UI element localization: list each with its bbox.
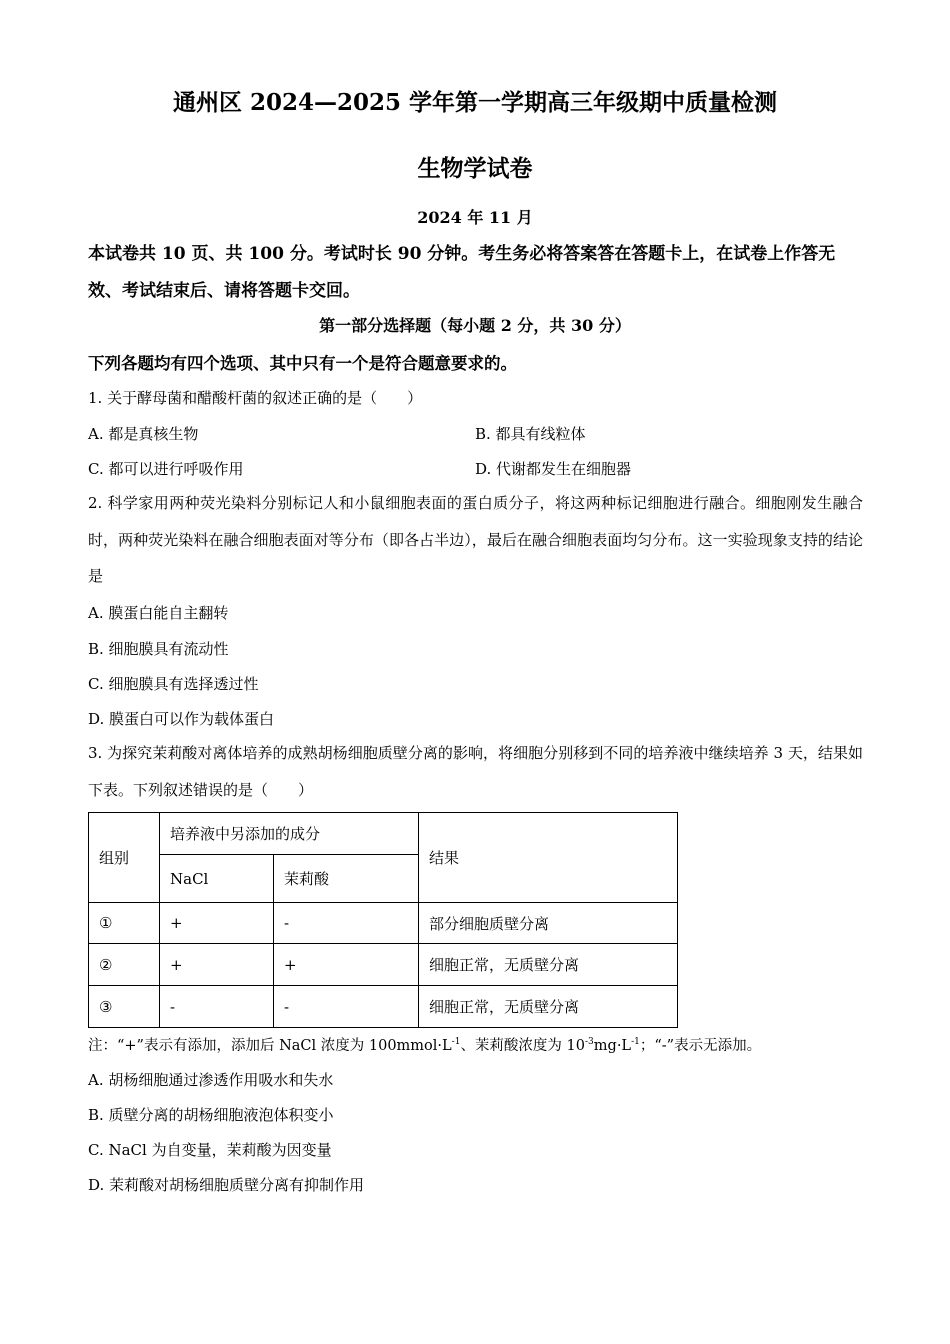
- q2-option-a[interactable]: A. 膜蛋白能自主翻转: [88, 604, 229, 622]
- q3-option-a[interactable]: A. 胡杨细胞通过渗透作用吸水和失水: [88, 1071, 334, 1089]
- q1-option-c[interactable]: C. 都可以进行呼吸作用: [88, 460, 244, 478]
- table-cell-result: 细胞正常，无质壁分离: [419, 986, 678, 1028]
- table-cell-jasmonic: -: [274, 986, 419, 1028]
- table-row: [89, 944, 678, 986]
- table-cell-nacl: +: [160, 903, 274, 944]
- q2-option-d[interactable]: D. 膜蛋白可以作为载体蛋白: [88, 710, 275, 728]
- q3-stem: 3. 为探究茉莉酸对离体培养的成熟胡杨细胞质壁分离的影响，将细胞分别移到不同的培养液中继续培养 3 天，结果如下表。下列叙述错误的是（ ）: [88, 744, 863, 799]
- table-header-added: 培养液中另添加的成分: [160, 813, 419, 855]
- exam-date: 2024 年 11 月: [417, 208, 533, 227]
- table-cell-nacl: +: [160, 944, 274, 986]
- table-cell-group: ②: [89, 944, 160, 986]
- q3-results-table: [88, 812, 678, 1028]
- table-row: [89, 903, 678, 944]
- q1-option-a[interactable]: A. 都是真核生物: [88, 425, 199, 443]
- exam-subtitle: 生物学试卷: [417, 155, 533, 182]
- table-header-jasmonic: 茉莉酸: [274, 855, 419, 903]
- exam-instructions: 本试卷共 10 页、共 100 分。考试时长 90 分钟。考生务必将答案答在答题卡上，在试卷上作答无效、考试结束后、请将答题卡交回。: [88, 244, 836, 301]
- q3-table-note: 注：“+”表示有添加，添加后 NaCl 浓度为 $100mmol\cdot L^{-1}$、茉莉酸浓度为 $10^{-3}mg\cdot L^{-1}$；“-”表示无添加。: [88, 1037, 762, 1054]
- q3-option-d[interactable]: D. 茉莉酸对胡杨细胞质壁分离有抑制作用: [88, 1176, 365, 1194]
- table-header-result: 结果: [419, 813, 678, 903]
- table-cell-jasmonic: +: [274, 944, 419, 986]
- q1-stem: 1. 关于酵母菌和醋酸杆菌的叙述正确的是（ ）: [88, 389, 423, 407]
- q3-option-b[interactable]: B. 质壁分离的胡杨细胞液泡体积变小: [88, 1106, 334, 1124]
- q1-option-d[interactable]: D. 代谢都发生在细胞器: [475, 460, 632, 478]
- table-cell-group: ③: [89, 986, 160, 1028]
- section-title: 第一部分选择题（每小题 2 分，共 30 分）: [319, 316, 631, 335]
- q2-option-c[interactable]: C. 细胞膜具有选择透过性: [88, 675, 259, 693]
- table-header-nacl: NaCl: [160, 855, 274, 903]
- table-cell-result: 部分细胞质壁分离: [419, 903, 678, 944]
- q1-option-b[interactable]: B. 都具有线粒体: [475, 425, 586, 443]
- q2-stem: 2. 科学家用两种荧光染料分别标记人和小鼠细胞表面的蛋白质分子，将这两种标记细胞进行融合。细胞刚发生融合时，两种荧光染料在融合细胞表面对等分布（即各占半边），最后在融合细胞表面均匀分布。这一实验现象支持的结论是: [88, 494, 863, 585]
- table-header-group: 组别: [89, 813, 160, 903]
- table-cell-jasmonic: -: [274, 903, 419, 944]
- q3-option-c[interactable]: C. NaCl 为自变量，茉莉酸为因变量: [88, 1141, 332, 1159]
- q2-option-b[interactable]: B. 细胞膜具有流动性: [88, 640, 229, 658]
- table-cell-nacl: -: [160, 986, 274, 1028]
- section-note: 下列各题均有四个选项、其中只有一个是符合题意要求的。: [88, 354, 517, 373]
- table-row: [89, 986, 678, 1028]
- table-cell-result: 细胞正常，无质壁分离: [419, 944, 678, 986]
- table-cell-group: ①: [89, 903, 160, 944]
- exam-title: 通州区 2024—2025 学年第一学期高三年级期中质量检测: [172, 89, 778, 116]
